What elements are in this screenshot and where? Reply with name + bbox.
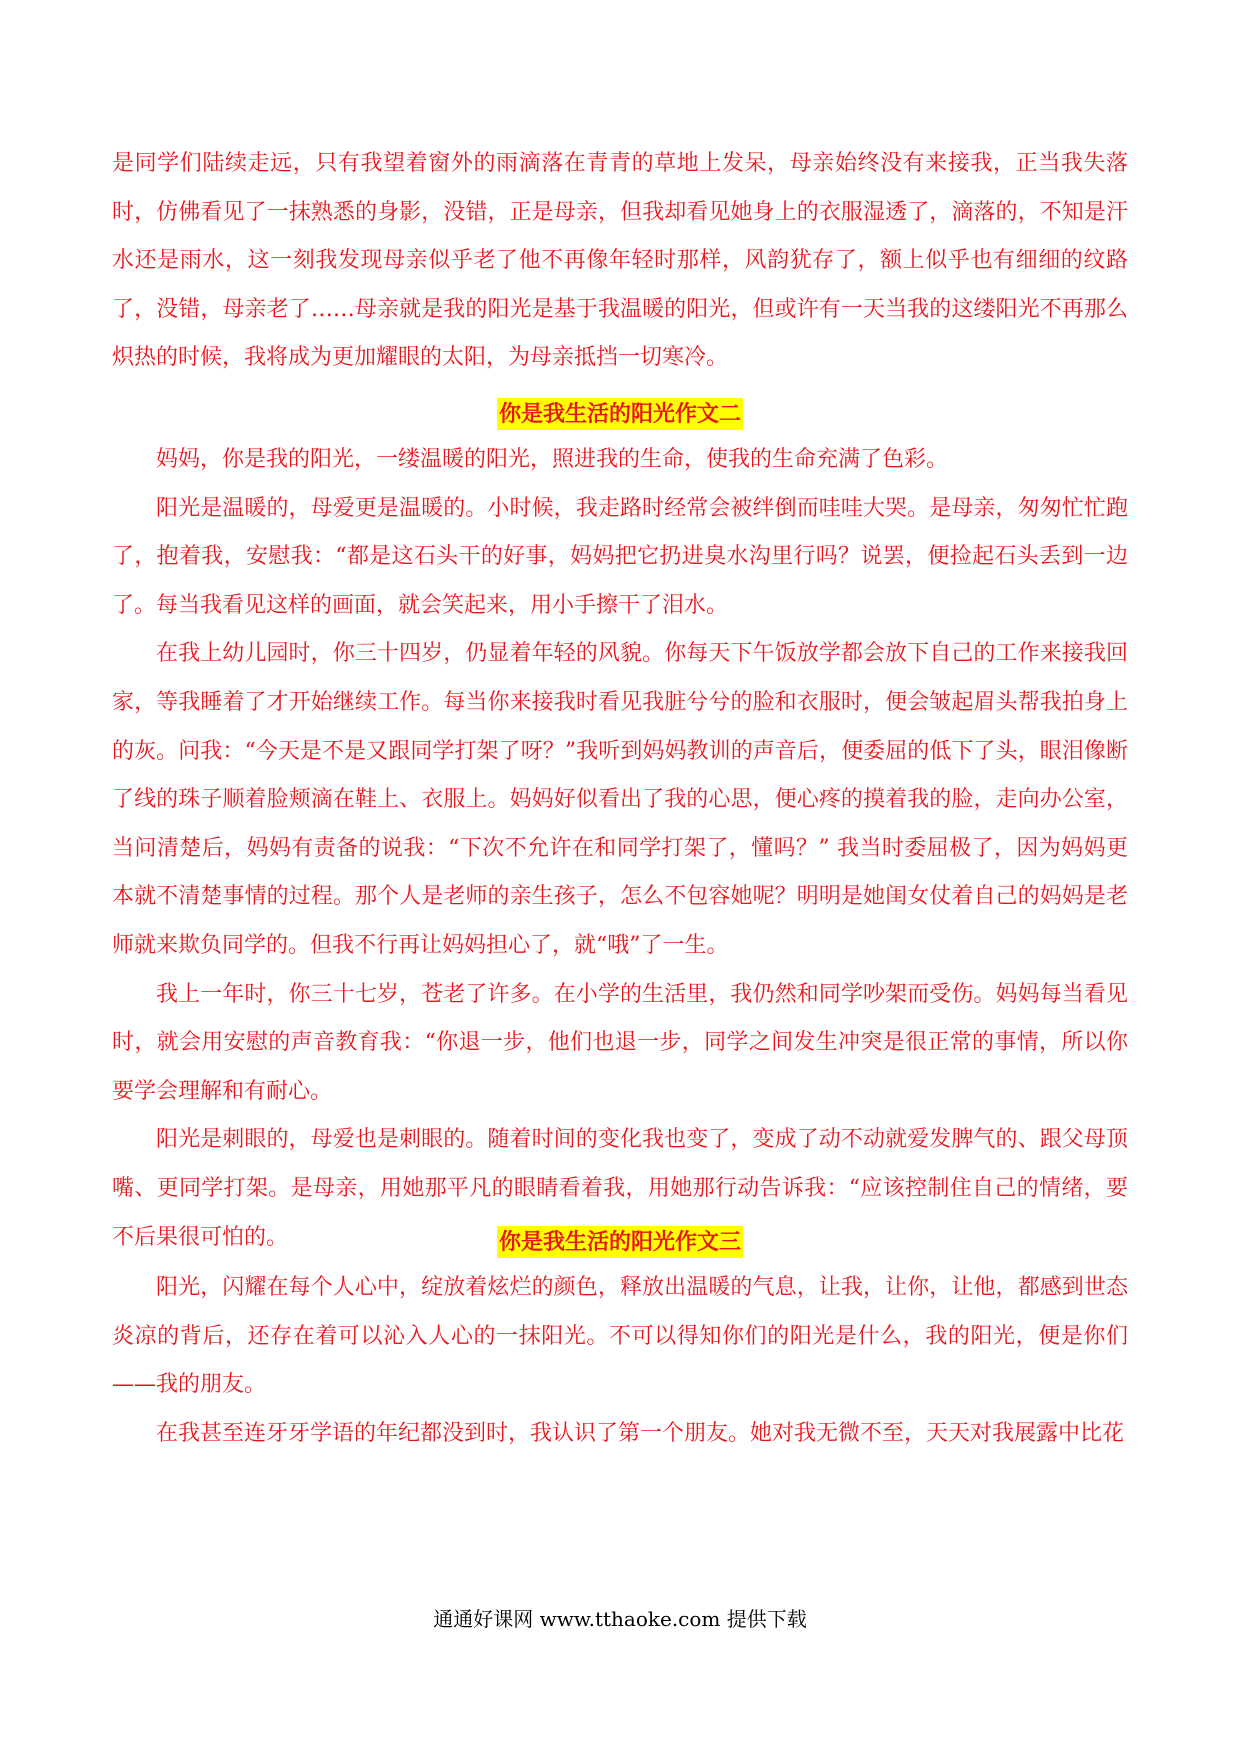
essay2-paragraph-1: 妈妈，你是我的阳光，一缕温暖的阳光，照进我的生命，使我的生命充满了色彩。 — [156, 447, 949, 472]
essay2-body — [112, 436, 1128, 1262]
essay3-body — [112, 1264, 1128, 1458]
intro-paragraph: 是同学们陆续走远，只有我望着窗外的雨滴落在青青的草地上发呆，母亲始终没有来接我，正当我失落时，仿佛看见了一抹熟悉的身影，没错，正是母亲，但我却看见她身上的衣服湿透了，滴落的，不知是汗水还是雨水，这一刻我发现母亲似乎老了他不再像年轻时那样，风韵犹存了，额上似乎也有细细的纹路了，没错，母亲老了……母亲就是我的阳光是基于我温暖的阳光，但或许有一天当我的这缕阳光不再那么炽热的时候，我将成为更加耀眼的太阳，为母亲抵挡一切寒冷。 — [112, 151, 1128, 371]
essay2-paragraph-2: 阳光是温暖的，母爱更是温暖的。小时候，我走路时经常会被绊倒而哇哇大哭。是母亲，匆匆忙忙跑了，抱着我，安慰我：“都是这石头干的好事，妈妈把它扔进臭水沟里行吗？说罢，便捡起石头丢到一边了。每当我看见这样的画面，就会笑起来，用小手擦干了泪水。 — [112, 495, 1128, 618]
essay3-heading — [0, 1226, 1240, 1258]
essay3-paragraph-1: 阳光，闪耀在每个人心中，绽放着炫烂的颜色，释放出温暖的气息，让我，让你，让他，都感到世态炎凉的背后，还存在着可以沁入人心的一抹阳光。不可以得知你们的阳光是什么，我的阳光，便是你们——我的朋友。 — [112, 1275, 1128, 1398]
essay2-paragraph-3: 在我上幼儿园时，你三十四岁，仍显着年轻的风貌。你每天下午饭放学都会放下自己的工作来接我回家，等我睡着了才开始继续工作。每当你来接我时看见我脏兮兮的脸和衣服时，便会皱起眉头帮我拍身上的灰。问我：“今天是不是又跟同学打架了呀？”我听到妈妈教训的声音后，便委屈的低下了头，眼泪像断了线的珠子顺着脸颊滴在鞋上、衣服上。妈妈好似看出了我的心思，便心疼的摸着我的脸，走向办公室，当问清楚后，妈妈有责备的说我：“下次不允许在和同学打架了，懂吗？” 我当时委屈极了，因为妈妈更本就不清楚事情的过程。那个人是老师的亲生孩子，怎么不包容她呢？明明是她闺女仗着自己的妈妈是老师就来欺负同学的。但我不行再让妈妈担心了，就“哦”了一生。 — [112, 641, 1128, 958]
essay3-title: 你是我生活的阳光作文三 — [497, 1226, 743, 1258]
page-footer: 通通好课网 www.tthaoke.com 提供下载 — [433, 1607, 807, 1631]
essay2-paragraph-4: 我上一年时，你三十七岁，苍老了许多。在小学的生活里，我仍然和同学吵架而受伤。妈妈每当看见时，就会用安慰的声音教育我：“你退一步，他们也退一步，同学之间发生冲突是很正常的事情，所以你要学会理解和有耐心。 — [112, 981, 1128, 1104]
intro-section — [112, 140, 1128, 383]
essay2-paragraph-5: 阳光是刺眼的，母爱也是刺眼的。随着时间的变化我也变了，变成了动不动就爱发脾气的、跟父母顶嘴、更同学打架。是母亲，用她那平凡的眼睛看着我，用她那行动告诉我：“应该控制住自己的情绪，要不后果很可怕的。 — [112, 1127, 1128, 1250]
essay3-paragraph-2: 在我甚至连牙牙学语的年纪都没到时，我认识了第一个朋友。她对我无微不至，天天对我展露中比花 — [156, 1420, 1125, 1446]
essay2-title: 你是我生活的阳光作文二 — [497, 398, 743, 430]
essay2-heading — [0, 398, 1240, 430]
